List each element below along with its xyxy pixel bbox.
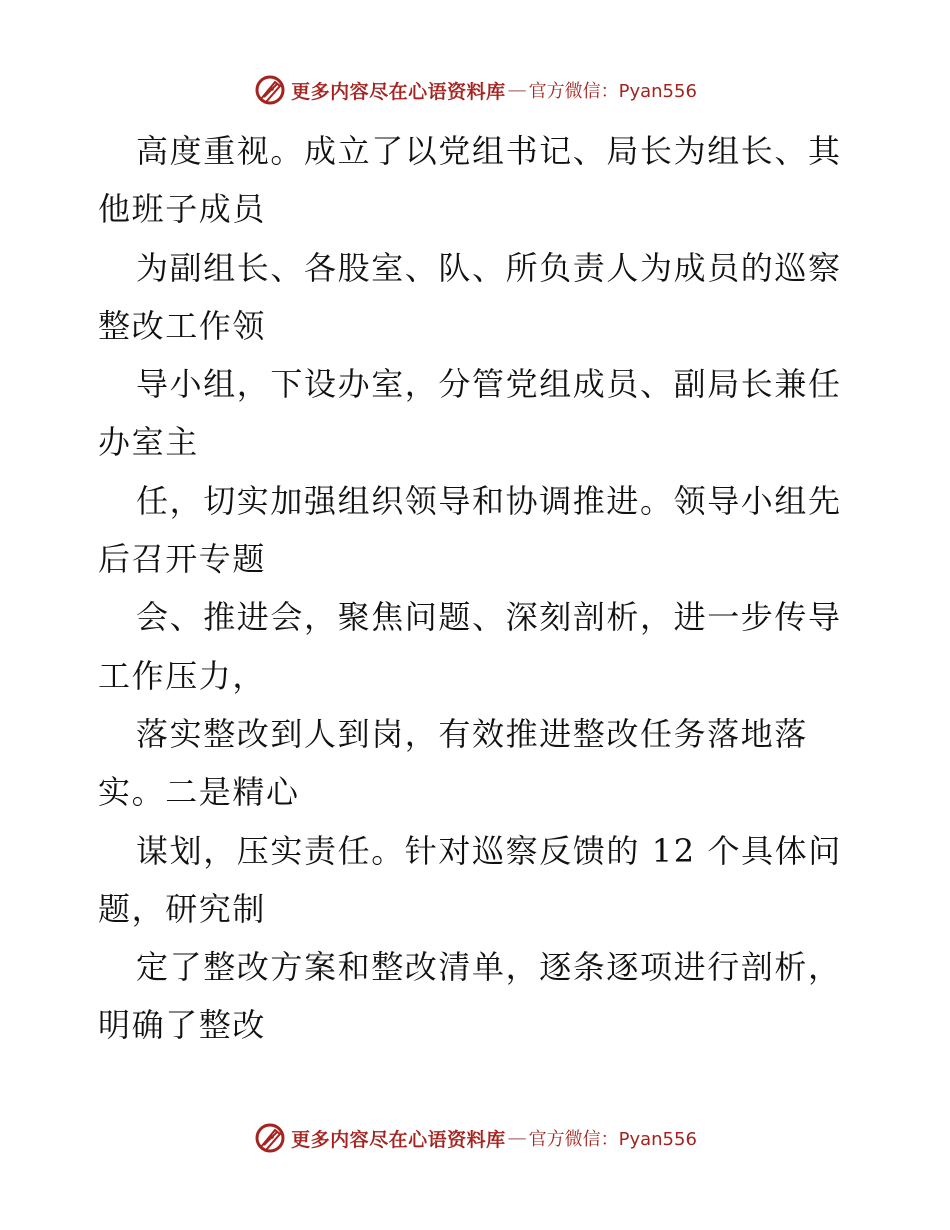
footer-banner-dash: — [507, 1127, 527, 1149]
body-line: 任，切实加强组织领导和协调推进。领导小组先 [136, 481, 842, 520]
page-header [0, 70, 950, 110]
body-line: 题，研究制 [98, 889, 267, 928]
body-line: 落实整改到人到岗，有效推进整改任务落地落 [136, 714, 809, 753]
document-body [98, 122, 858, 1055]
pen-nib-logo-icon [253, 73, 287, 107]
header-wechat-text: 官方微信：Pyan556 [528, 81, 697, 102]
pen-nib-logo-icon [253, 1121, 287, 1155]
footer-wechat-text: 官方微信：Pyan556 [528, 1129, 697, 1150]
body-line: 他班子成员 [98, 190, 267, 229]
body-line: 工作压力， [98, 656, 267, 695]
body-line: 高度重视。成立了以党组书记、局长为组长、其 [136, 132, 842, 170]
body-line: 办室主 [98, 423, 199, 462]
footer-banner-text: 更多内容尽在心语资料库 [291, 1128, 506, 1151]
body-line: 定了整改方案和整改清单，逐条逐项进行剖析， [136, 948, 842, 987]
body-line: 明确了整改 [98, 1006, 267, 1045]
body-line: 后召开专题 [98, 540, 267, 579]
body-line: 导小组，下设办室，分管党组成员、副局长兼任 [136, 365, 842, 404]
body-line: 实。二是精心 [98, 773, 300, 812]
header-banner-text: 更多内容尽在心语资料库 [291, 80, 506, 103]
body-line: 谋划，压实责任。针对巡察反馈的 12 个具体问 [136, 831, 842, 870]
body-line: 为副组长、各股室、队、所负责人为成员的巡察 [136, 248, 842, 287]
body-line: 会、推进会，聚焦问题、深刻剖析，进一步传导 [136, 598, 842, 637]
page-footer [0, 1118, 950, 1158]
header-banner-dash: — [507, 79, 527, 101]
body-line: 整改工作领 [98, 306, 267, 345]
